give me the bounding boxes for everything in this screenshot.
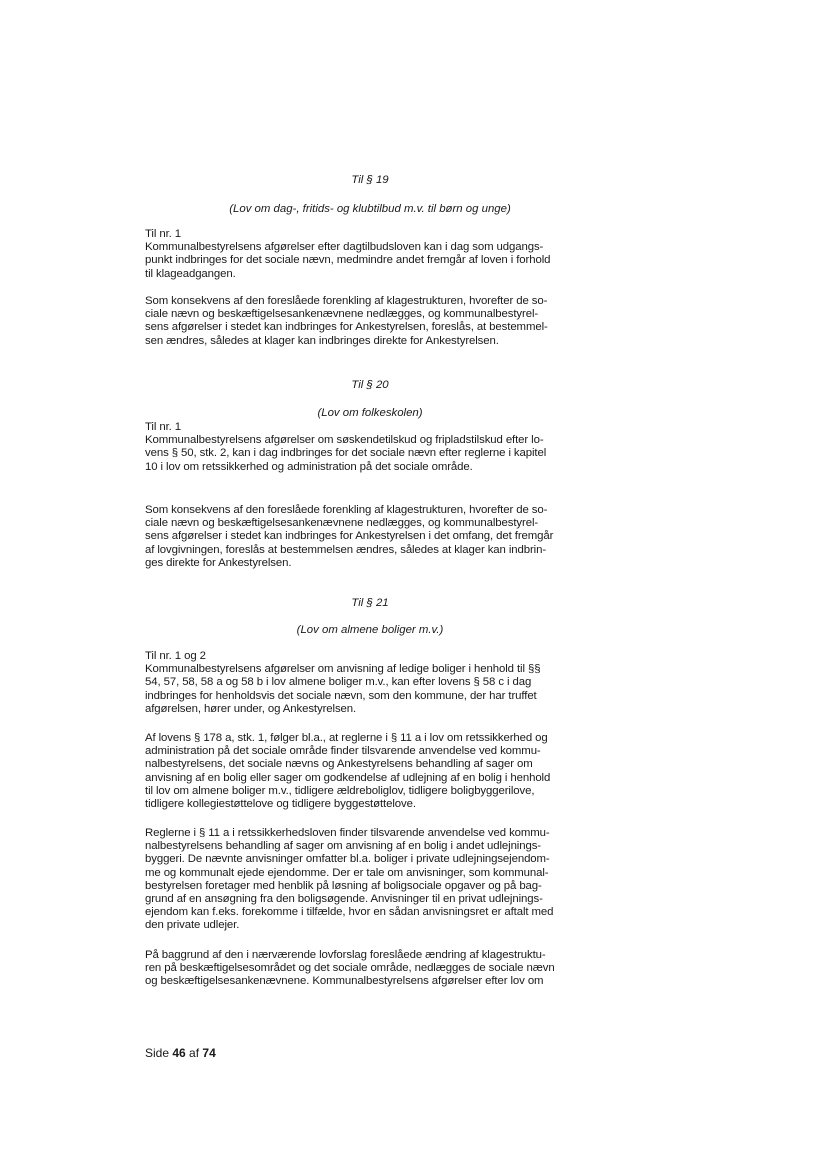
- text-line: Kommunalbestyrelsens afgørelser om anvisning af ledige boliger i henhold til §§: [145, 663, 541, 676]
- text-line: den private udlejer.: [145, 919, 240, 932]
- text-line: afgørelsen, hører under, og Ankestyrelsen.: [145, 702, 357, 715]
- text-line: sens afgørelser i stedet kan indbringes for Ankestyrelsen, foreslås, at bestemmel-: [145, 321, 548, 334]
- page-footer: [145, 1046, 216, 1060]
- text-line: punkt indbringes for det sociale nævn, medmindre andet fremgår af loven i forhold: [145, 254, 551, 267]
- text-line: ges direkte for Ankestyrelsen.: [145, 556, 292, 569]
- section-20-heading: Til § 20: [351, 379, 389, 391]
- text-line: indbringes for henholdsvis det sociale nævn, som den kommune, der har truffet: [145, 689, 537, 702]
- text-line: sen ændres, således at klager kan indbringes direkte for Ankestyrelsen.: [145, 334, 499, 347]
- section-19-paragraph-1: [145, 228, 600, 281]
- text-line: 10 i lov om retssikkerhed og administration på det sociale område.: [145, 460, 473, 473]
- text-line: ren på beskæftigelsesområdet og det sociale område, nedlægges de sociale nævn: [145, 962, 555, 975]
- footer-page-number: 46: [172, 1046, 186, 1060]
- section-19-subheading: (Lov om dag-, fritids- og klubtilbud m.v. til børn og unge): [229, 203, 511, 215]
- text-line: Kommunalbestyrelsens afgørelser efter dagtilbudsloven kan i dag som udgangs-: [145, 241, 544, 254]
- text-line: sens afgørelser i stedet kan indbringes for Ankestyrelsen i det omfang, det fremgår: [145, 530, 554, 543]
- section-19-heading: Til § 19: [351, 174, 389, 186]
- section-21-heading: Til § 21: [351, 597, 389, 609]
- footer-page-total: 74: [202, 1046, 216, 1060]
- text-line: til klageadgangen.: [145, 267, 236, 280]
- text-line: Til nr. 1: [145, 228, 182, 240]
- text-line: 54, 57, 58, 58 a og 58 b i lov almene boliger m.v., kan efter lovens § 58 c i dag: [145, 676, 532, 689]
- text-line: vens § 50, stk. 2, kan i dag indbringes for det sociale nævn efter reglerne i kapitel: [145, 447, 547, 460]
- text-line: grund af en ansøgning fra den boligsøgende. Anvisninger til en privat udlejnings-: [145, 893, 543, 906]
- section-21-subheading: (Lov om almene boliger m.v.): [296, 624, 444, 636]
- text-line: Til nr. 1: [145, 421, 182, 433]
- text-line: ejendom kan f.eks. forekomme i tilfælde, hvor en sådan anvisningsret er aftalt med: [145, 906, 554, 919]
- text-line: administration på det sociale område finder tilsvarende anvendelse ved kommu-: [145, 745, 541, 758]
- text-line: Som konsekvens af den foreslåede forenkling af klagestrukturen, hvorefter de so-: [145, 504, 548, 516]
- section-20-paragraph-1: [145, 421, 600, 474]
- text-line: nalbestyrelsens, det sociale nævns og Ankestyrelsens behandling af sager om: [145, 758, 533, 771]
- footer-separator: af: [185, 1046, 203, 1060]
- section-20-subheading: (Lov om folkeskolen): [317, 407, 423, 419]
- text-line: bestyrelsen foretager med henblik på løsning af boligsociale opgaver og på bag-: [145, 879, 542, 892]
- text-line: Som konsekvens af den foreslåede forenkling af klagestrukturen, hvorefter de so-: [145, 295, 548, 307]
- section-21-paragraph-2: [145, 732, 600, 811]
- section-21-paragraph-4: [145, 949, 600, 989]
- section-20-paragraph-2: [145, 504, 600, 570]
- text-line: Til nr. 1 og 2: [145, 650, 206, 662]
- text-line: nalbestyrelsens behandling af sager om anvisning af en bolig i andet udlejnings-: [145, 840, 542, 853]
- text-line: byggeri. De nævnte anvisninger omfatter bl.a. boliger i private udlejningsejendom-: [145, 853, 550, 866]
- text-line: og beskæftigelsesankenævnene. Kommunalbestyrelsens afgørelser efter lov om: [145, 975, 544, 988]
- text-line: af lovgivningen, foreslås at bestemmelsen ændres, således at klager kan indbrin-: [145, 543, 547, 556]
- text-line: til lov om almene boliger m.v., tidligere ældreboliglov, tidligere boligbyggerilove,: [145, 784, 535, 797]
- text-line: me og kommunalt ejede ejendomme. Der er tale om anvisninger, som kommunal-: [145, 866, 549, 879]
- footer-prefix: Side: [145, 1046, 173, 1060]
- text-line: ciale nævn og beskæftigelsesankenævnene nedlægges, og kommunalbestyrel-: [145, 517, 539, 530]
- text-line: Reglerne i § 11 a i retssikkerhedsloven finder tilsvarende anvendelse ved kommu-: [145, 827, 550, 839]
- text-line: ciale nævn og beskæftigelsesankenævnene nedlægges, og kommunalbestyrel-: [145, 308, 539, 321]
- text-line: Af lovens § 178 a, stk. 1, følger bl.a., at reglerne i § 11 a i lov om retssikkerhed og: [145, 732, 548, 744]
- text-line: På baggrund af den i nærværende lovforslag foreslåede ændring af klagestruktu-: [145, 949, 546, 961]
- section-21-paragraph-3: [145, 827, 600, 933]
- section-21-paragraph-1: [145, 650, 600, 716]
- text-line: tidligere kollegiestøttelove og tidligere byggestøttelove.: [145, 798, 416, 811]
- text-line: anvisning af en bolig eller sager om godkendelse af udlejning af en bolig i henhold: [145, 771, 551, 784]
- section-19-paragraph-2: [145, 295, 600, 348]
- text-line: Kommunalbestyrelsens afgørelser om søskendetilskud og fripladstilskud efter lo-: [145, 434, 544, 447]
